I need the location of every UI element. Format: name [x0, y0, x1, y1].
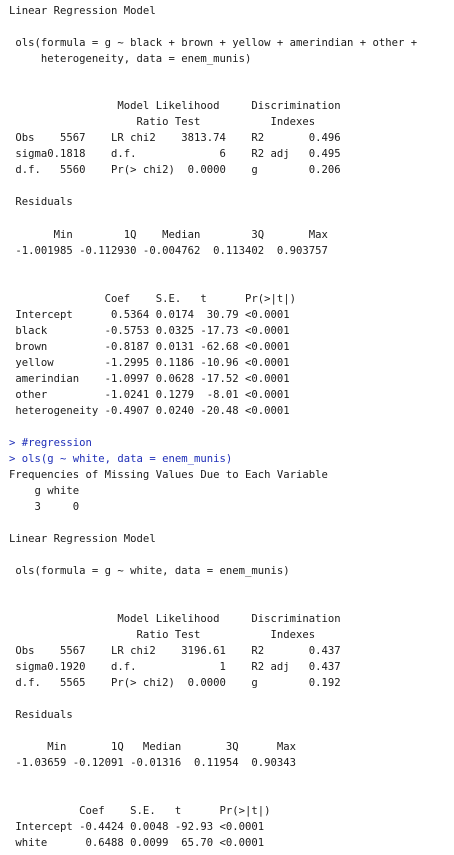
- console-input-command: > ols(g ~ white, data = enem_munis): [9, 453, 233, 465]
- console-line-stats-header: Model Likelihood Discrimination: [9, 613, 341, 625]
- console-line-residuals-values: -1.03659 -0.12091 -0.01316 0.11954 0.90343: [9, 757, 297, 769]
- console-line-coef-row: amerindian -1.0997 0.0628 -17.52 <0.0001: [9, 373, 290, 385]
- console-line-model-title: Linear Regression Model: [9, 5, 156, 17]
- console-line-coef-header: Coef S.E. t Pr(>|t|): [9, 805, 271, 817]
- console-line-stats-subheader: Ratio Test Indexes: [9, 116, 316, 128]
- console-line-coef-row: Intercept 0.5364 0.0174 30.79 <0.0001: [9, 309, 290, 321]
- console-line-residuals-title: Residuals: [9, 196, 73, 208]
- console-line-stats-row: Obs 5567 LR chi2 3813.74 R2 0.496: [9, 132, 341, 144]
- console-line-coef-row: heterogeneity -0.4907 0.0240 -20.48 <0.0001: [9, 405, 290, 417]
- console-input-comment: > #regression: [9, 437, 92, 449]
- console-line-coef-row: white 0.6488 0.0099 65.70 <0.0001: [9, 837, 265, 849]
- console-line-coef-row: brown -0.8187 0.0131 -62.68 <0.0001: [9, 341, 290, 353]
- console-line-formula: ols(formula = g ~ white, data = enem_munis): [9, 565, 290, 577]
- console-line-residuals-values: -1.001985 -0.112930 -0.004762 0.113402 0.903757: [9, 245, 328, 257]
- console-line-stats-row: d.f. 5560 Pr(> chi2) 0.0000 g 0.206: [9, 164, 341, 176]
- console-line-coef-header: Coef S.E. t Pr(>|t|): [9, 293, 297, 305]
- console-line-model-title: Linear Regression Model: [9, 533, 156, 545]
- console-line-formula-cont: heterogeneity, data = enem_munis): [9, 53, 252, 65]
- console-line-residuals-header: Min 1Q Median 3Q Max: [9, 741, 297, 753]
- console-line-stats-row: sigma0.1818 d.f. 6 R2 adj 0.495: [9, 148, 341, 160]
- console-line-stats-row: d.f. 5565 Pr(> chi2) 0.0000 g 0.192: [9, 677, 341, 689]
- console-line-stats-subheader: Ratio Test Indexes: [9, 629, 316, 641]
- console-line-stats-header: Model Likelihood Discrimination: [9, 100, 341, 112]
- console-line-coef-row: yellow -1.2995 0.1186 -10.96 <0.0001: [9, 357, 290, 369]
- console-line-residuals-title: Residuals: [9, 709, 73, 721]
- console-line-coef-row: other -1.0241 0.1279 -8.01 <0.0001: [9, 389, 290, 401]
- console-line-stats-row: sigma0.1920 d.f. 1 R2 adj 0.437: [9, 661, 341, 673]
- console-line-missing-values: 3 0: [9, 501, 80, 513]
- console-line-residuals-header: Min 1Q Median 3Q Max: [9, 229, 328, 241]
- console-line-missing-header: g white: [9, 485, 80, 497]
- console-line-coef-row: Intercept -0.4424 0.0048 -92.93 <0.0001: [9, 821, 265, 833]
- console-line-missing-title: Frequencies of Missing Values Due to Each Variable: [9, 469, 328, 481]
- console-line-stats-row: Obs 5567 LR chi2 3196.61 R2 0.437: [9, 645, 341, 657]
- console-line-formula: ols(formula = g ~ black + brown + yellow + amerindian + other +: [9, 37, 418, 49]
- console-line-coef-row: black -0.5753 0.0325 -17.73 <0.0001: [9, 325, 290, 337]
